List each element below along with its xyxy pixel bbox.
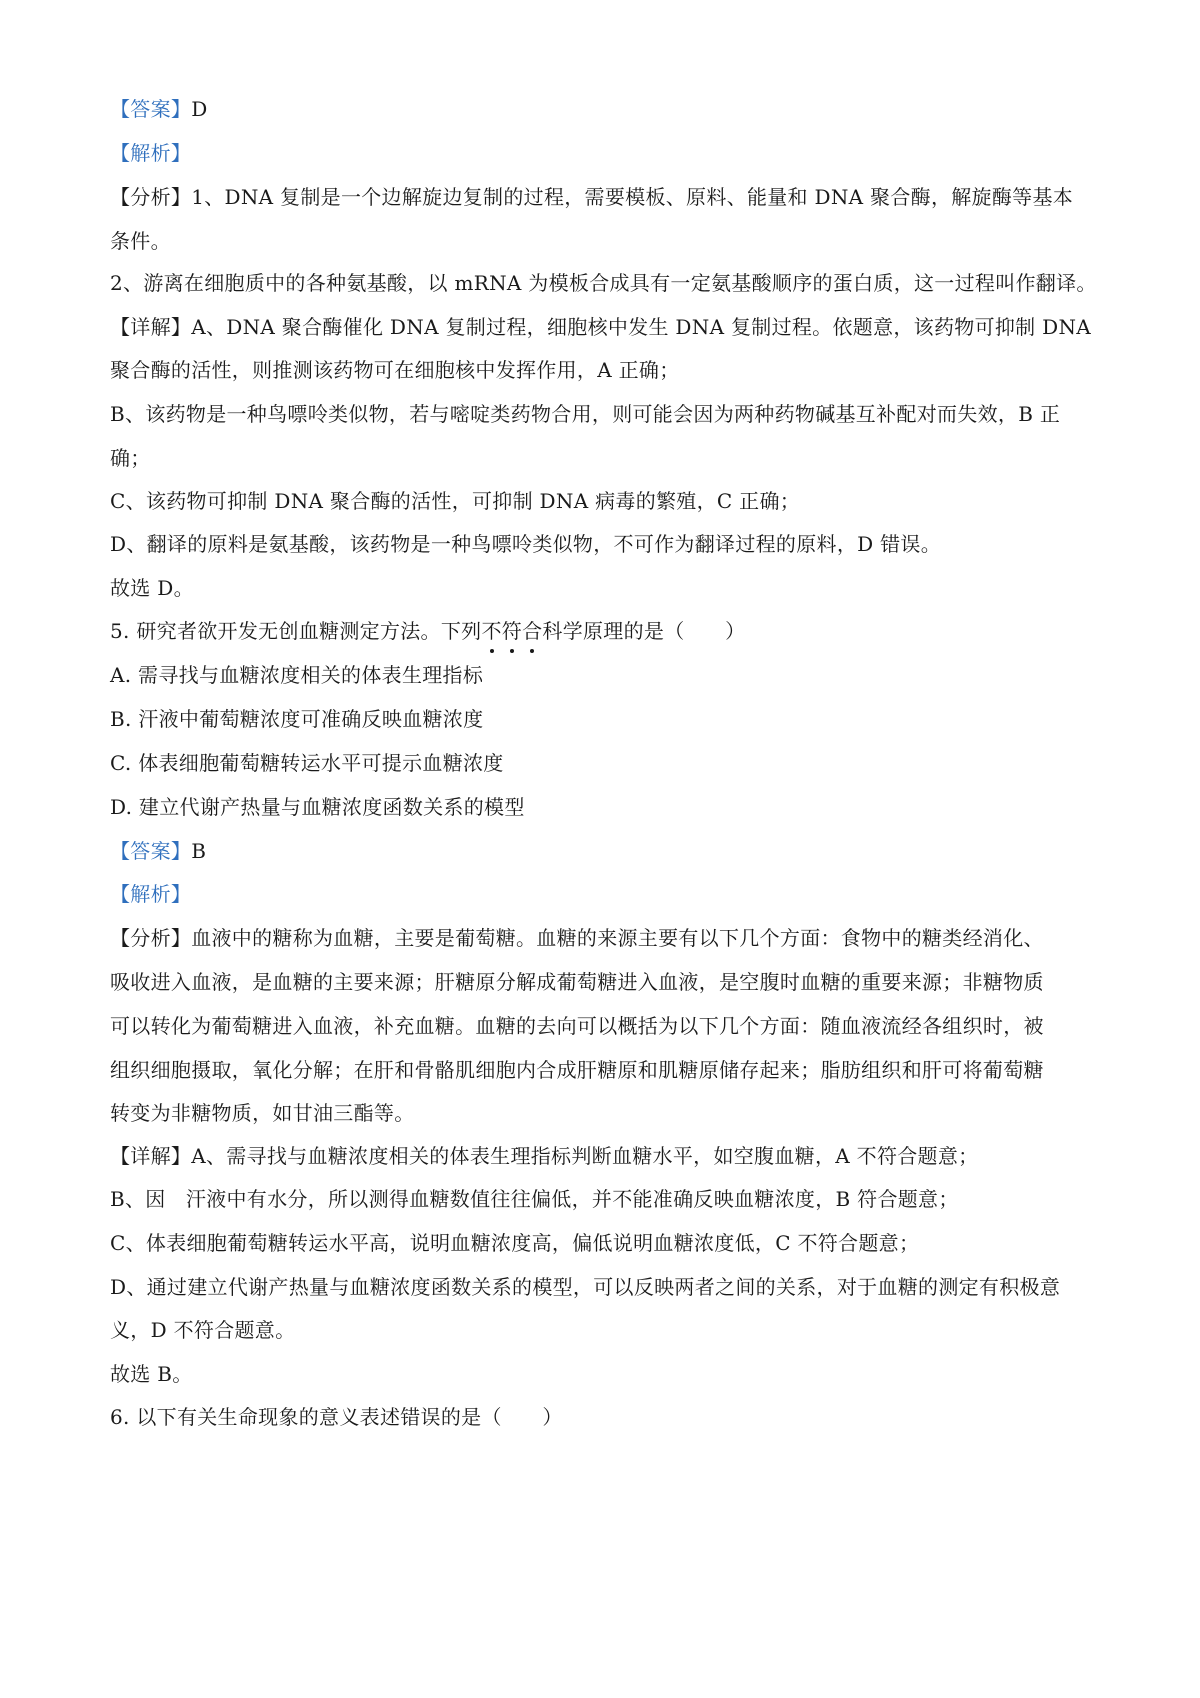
- paragraph-line: 2、游离在细胞质中的各种氨基酸，以 mRNA 为模板合成具有一定氨基酸顺序的蛋白质，这一过程叫作翻译。: [110, 271, 1097, 295]
- answer-line: [110, 96, 1090, 122]
- paragraph-line: 组织细胞摄取，氧化分解；在肝和骨骼肌细胞内合成肝糖原和肌糖原储存起来；脂肪组织和肝可将葡萄糖: [110, 1058, 1044, 1082]
- paragraph-line: 聚合酶的活性，则推测该药物可在细胞核中发挥作用，A 正确；: [110, 358, 680, 382]
- answer-tag: 【答案】: [110, 97, 192, 121]
- paragraph-line: C、该药物可抑制 DNA 聚合酶的活性，可抑制 DNA 病毒的繁殖，C 正确；: [110, 489, 801, 513]
- emphasis-char: 不: [481, 619, 502, 643]
- paragraph-line: C、体表细胞葡萄糖转运水平高，说明血糖浓度高，偏低说明血糖浓度低，C 不符合题意；: [110, 1231, 920, 1255]
- analysis-tag: 【解析】: [110, 882, 192, 906]
- analysis-tag: 【解析】: [110, 141, 192, 165]
- paragraph-line: 转变为非糖物质，如甘油三酯等。: [110, 1101, 415, 1125]
- answer-line: [110, 838, 1090, 864]
- paragraph-line: B、因 汗液中有水分，所以测得血糖数值往往偏低，并不能准确反映血糖浓度，B 符合题意；: [110, 1187, 959, 1211]
- analysis-heading: [110, 140, 1090, 166]
- question-6: 6. 以下有关生命现象的意义表述错误的是（ ）: [110, 1405, 563, 1429]
- paragraph-line: 确；: [110, 446, 151, 470]
- answer-value: D: [191, 97, 208, 121]
- paragraph-line: 【详解】A、需寻找与血糖浓度相关的体表生理指标判断血糖水平，如空腹血糖，A 不符合题意；: [110, 1144, 979, 1168]
- emphasis-char: 合: [522, 619, 543, 643]
- option-b: B. 汗液中葡萄糖浓度可准确反映血糖浓度: [110, 707, 484, 731]
- paragraph-line: D、通过建立代谢产热量与血糖浓度函数关系的模型，可以反映两者之间的关系，对于血糖的测定有积极意: [110, 1275, 1061, 1299]
- paragraph-line: 义，D 不符合题意。: [110, 1318, 296, 1342]
- paragraph-line: 故选 D。: [110, 576, 194, 600]
- paragraph-line: B、该药物是一种鸟嘌呤类似物，若与嘧啶类药物合用，则可能会因为两种药物碱基互补配对而失效，B 正: [110, 402, 1061, 426]
- question-5-suffix: 科学原理的是（ ）: [542, 619, 746, 643]
- paragraph-line: 条件。: [110, 229, 171, 253]
- option-d: D. 建立代谢产热量与血糖浓度函数关系的模型: [110, 795, 525, 819]
- paragraph-line: 吸收进入血液，是血糖的主要来源；肝糖原分解成葡萄糖进入血液，是空腹时血糖的重要来源；非糖物质: [110, 970, 1044, 994]
- answer-tag: 【答案】: [110, 839, 192, 863]
- paragraph-line: 【分析】1、DNA 复制是一个边解旋边复制的过程，需要模板、原料、能量和 DNA 聚合酶，解旋酶等基本: [110, 185, 1074, 209]
- option-c: C. 体表细胞葡萄糖转运水平可提示血糖浓度: [110, 751, 504, 775]
- emphasis-char: 符: [501, 619, 523, 643]
- analysis-heading: [110, 881, 1090, 907]
- option-a: A. 需寻找与血糖浓度相关的体表生理指标: [110, 663, 484, 687]
- paragraph-line: 可以转化为葡萄糖进入血液，补充血糖。血糖的去向可以概括为以下几个方面：随血液流经各组织时，被: [110, 1014, 1044, 1038]
- question-5-prefix: 5. 研究者欲开发无创血糖测定方法。下列: [110, 619, 482, 643]
- paragraph-line: D、翻译的原料是氨基酸，该药物是一种鸟嘌呤类似物，不可作为翻译过程的原料，D 错误。: [110, 532, 942, 556]
- paragraph-line: 故选 B。: [110, 1362, 193, 1386]
- question-5: [110, 618, 1090, 644]
- paragraph-line: 【详解】A、DNA 聚合酶催化 DNA 复制过程，细胞核中发生 DNA 复制过程。依题意，该药物可抑制 DNA: [110, 315, 1092, 339]
- paragraph-line: 【分析】血液中的糖称为血糖，主要是葡萄糖。血糖的来源主要有以下几个方面：食物中的糖类经消化、: [110, 926, 1044, 950]
- answer-value: B: [191, 839, 207, 863]
